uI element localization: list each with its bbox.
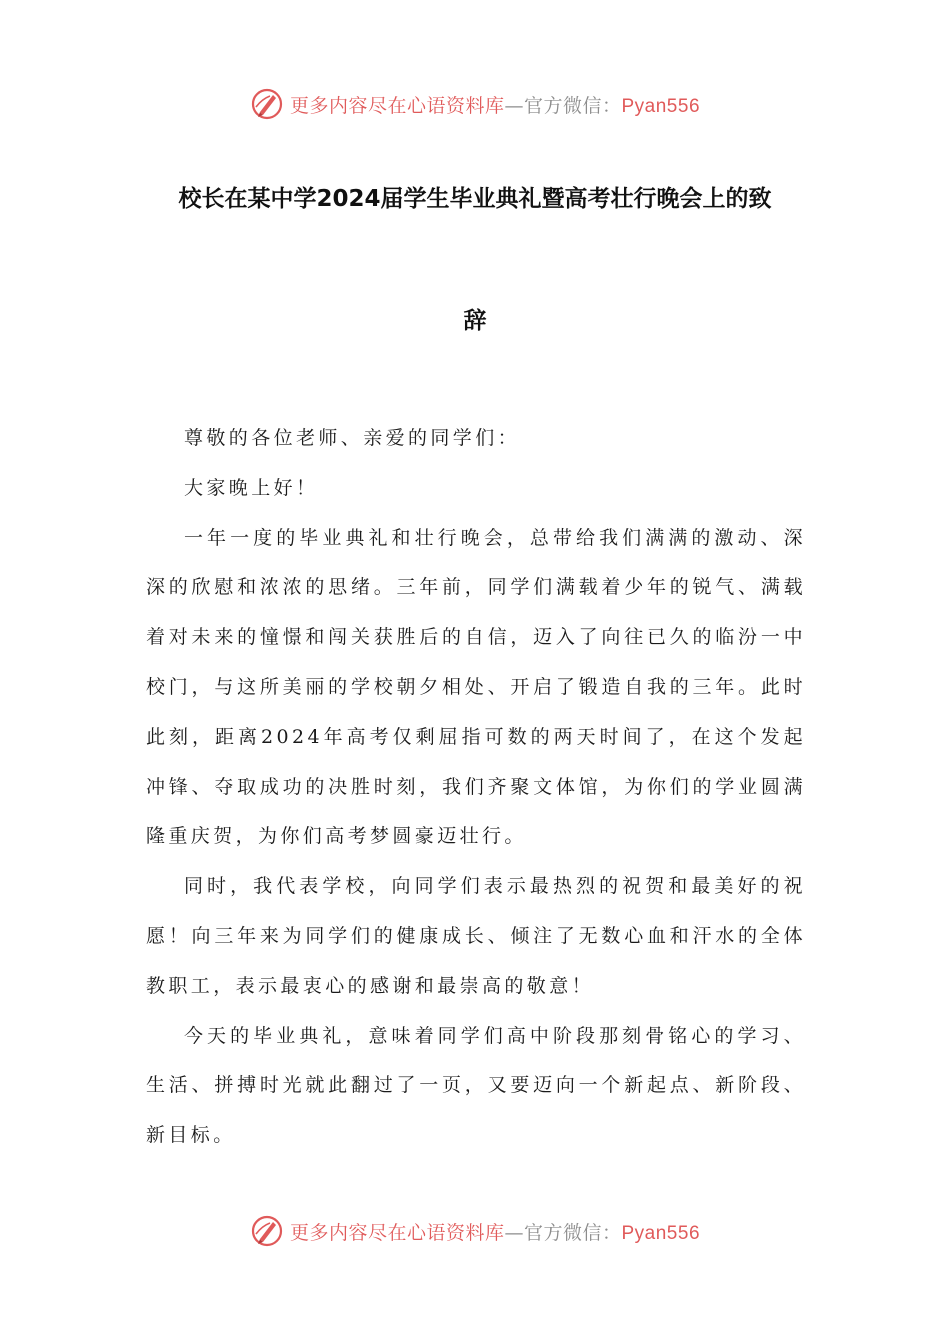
salutation: 尊敬的各位老师、亲爱的同学们：: [184, 427, 521, 449]
watermark-text: [290, 1218, 700, 1245]
document-title-line1: 校长在某中学2024届学生毕业典礼暨高考壮行晚会上的致: [178, 186, 772, 212]
header-watermark: [0, 84, 950, 124]
watermark-wechat-label: 官方微信：: [523, 94, 622, 117]
document-body: [146, 414, 806, 1161]
pen-nib-logo-icon: [250, 1214, 284, 1248]
watermark-main: 更多内容尽在心语资料库: [289, 94, 505, 117]
document-title-line2: 辞: [463, 308, 487, 334]
body-paragraph: 一年一度的毕业典礼和壮行晚会，总带给我们满满的激动、深深的欣慰和浓浓的思绪。三年前，同学们满载着少年的锐气、满载着对未来的憧憬和闯关获胜后的自信，迈入了向往已久的临汾一中校门，与这所美丽的学校朝夕相处、开启了锻造自我的三年。此时此刻，距离2024年高考仅剩屈指可数的两天时间了，在这个发起冲锋、夺取成功的决胜时刻，我们齐聚文体馆，为你们的学业圆满隆重庆贺，为你们高考梦圆豪迈壮行。: [146, 526, 806, 848]
watermark-wechat-id: Pyan556: [621, 95, 701, 117]
watermark-separator: —: [504, 94, 524, 117]
watermark-text: [290, 91, 700, 118]
watermark-wechat-id: Pyan556: [621, 1222, 701, 1244]
footer-watermark: [0, 1211, 950, 1251]
watermark-main: 更多内容尽在心语资料库: [289, 1221, 505, 1244]
pen-nib-logo-icon: [250, 87, 284, 121]
watermark-wechat-label: 官方微信：: [523, 1221, 622, 1244]
body-paragraph: 同时，我代表学校，向同学们表示最热烈的祝贺和最美好的祝愿！向三年来为同学们的健康成长、倾注了无数心血和汗水的全体教职工，表示最衷心的感谢和最崇高的敬意！: [146, 875, 806, 997]
greeting: 大家晚上好！: [184, 476, 319, 499]
watermark-separator: —: [504, 1221, 524, 1244]
body-paragraph: 今天的毕业典礼，意味着同学们高中阶段那刻骨铭心的学习、生活、拼搏时光就此翻过了一页，又要迈向一个新起点、新阶段、新目标。: [146, 1024, 806, 1147]
